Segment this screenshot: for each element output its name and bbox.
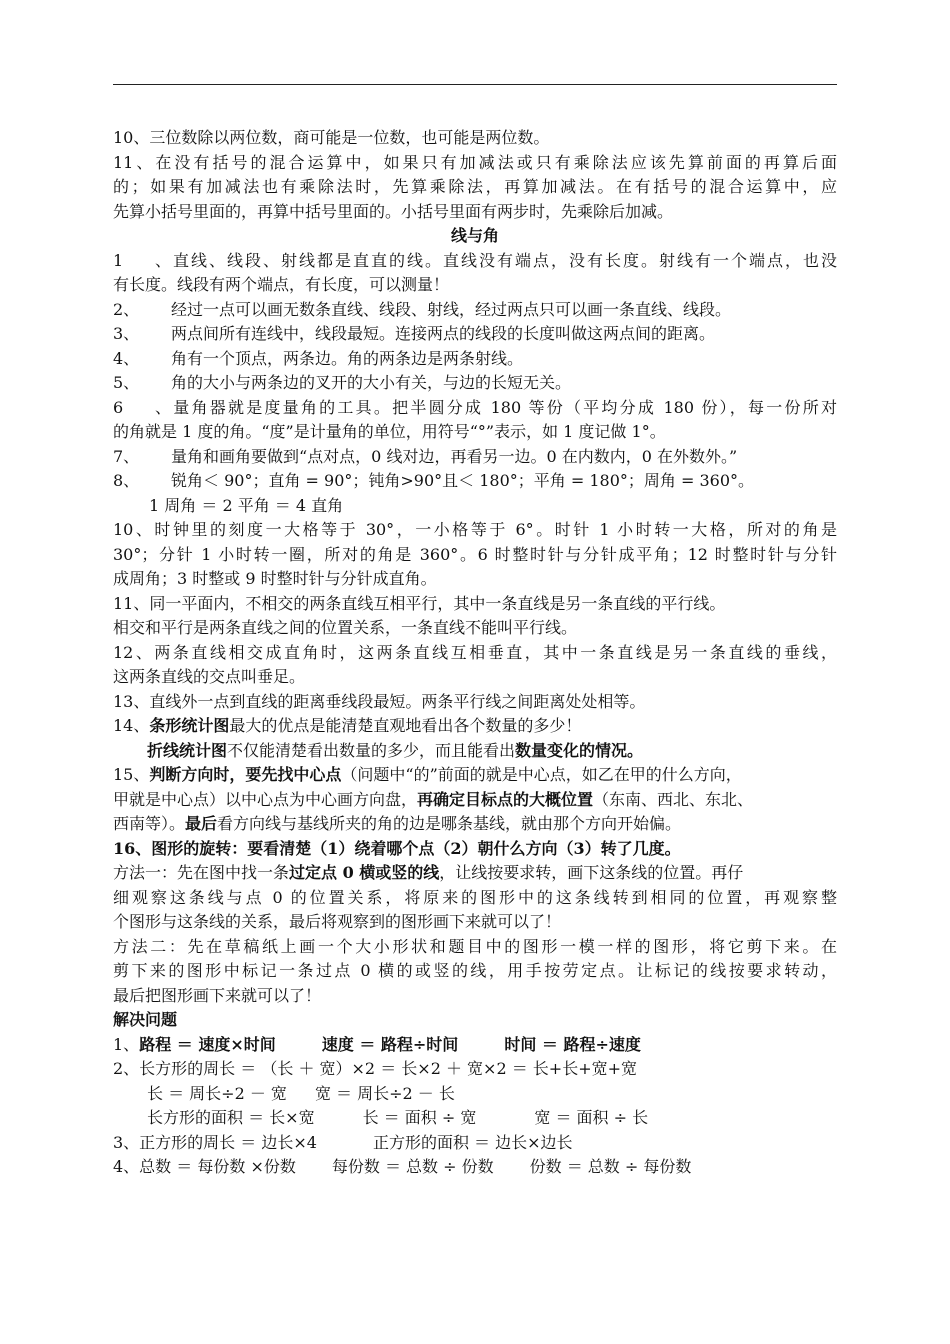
- item-6-cont: 的角就是 1 度的角。“度”是计量角的单位，用符号“°”表示，如 1 度记做 1°。: [113, 422, 666, 441]
- method-1-line2: 细观察这条线与点 0 的位置关系，将原来的图形中的这条线转到相同的位置，再观察整: [113, 887, 837, 907]
- formula-1: [113, 1033, 837, 1058]
- item-14-cont: [113, 739, 837, 764]
- item-text: 不仅能清楚看出数量的多少，而且能看出: [227, 740, 516, 760]
- item-number: 6、: [113, 397, 171, 417]
- bold-term: 再确定目标点的大概位置: [417, 789, 594, 809]
- item-number: 7、: [113, 446, 140, 466]
- item-4: [113, 347, 837, 372]
- formula-total: 4、总数 ＝ 每份数 ×份数: [113, 1157, 296, 1176]
- formula-length-area: 长 ＝ 面积 ÷ 宽: [362, 1108, 477, 1127]
- item-5: [113, 371, 837, 396]
- item-1-cont: 有长度。线段有两个端点，有长度，可以测量！: [113, 275, 450, 294]
- item-text: 经过一点可以画无数条直线、线段、射线，经过两点只可以画一条直线、线段。: [171, 299, 732, 319]
- item-text: 量角和画角要做到“点对点，0 线对边，再看另一边。0 在内数内，0 在外数外。”: [171, 446, 738, 466]
- item-number: 14、: [113, 716, 150, 735]
- formula-width: 宽 ＝ 周长÷2 － 长: [314, 1083, 455, 1103]
- item-number: 5、: [113, 373, 140, 392]
- item-10-line2: 30°；分针 1 小时转一圈，所对的角是 360°。6 时整时针与分针成平角；12 时整时针与分针: [113, 544, 837, 564]
- item-number: 15、: [113, 765, 150, 784]
- item-text: 锐角＜ 90°；直角 = 90°；钝角>90°且＜ 180°；平角 = 180°；周角 = 360°。: [171, 471, 755, 490]
- item-text: 西南等）。: [113, 814, 186, 833]
- section-title-problem-solving: 解决问题: [113, 1010, 178, 1029]
- item-10-line1: 10、时钟里的刻度一大格等于 30°，一小格等于 6°。时针 1 小时转一大格，所对的角是: [113, 520, 837, 539]
- item-number: 1、: [113, 1034, 140, 1054]
- item-number: 16、: [113, 838, 152, 858]
- item-text: 两点间所有连线中，线段最短。连接两点的线段的长度叫做这两点间的距离。: [171, 324, 716, 343]
- formula-4: [113, 1155, 837, 1180]
- item-1: [113, 249, 837, 274]
- method-2-line2: 剪下来的图形中标记一条过点 0 横的或竖的线，用手按劳定点。让标记的线按要求转动，: [113, 961, 837, 980]
- item-text: 最大的优点是能清楚直观地看出各个数量的多少！: [229, 716, 582, 735]
- item-6: [113, 396, 837, 421]
- bold-term: 最后: [185, 814, 218, 833]
- bold-term: 折线统计图: [147, 740, 228, 760]
- item-15-line3: [113, 812, 837, 837]
- header-rule: [113, 84, 837, 85]
- formula-per-share: 每份数 ＝ 总数 ÷ 份数: [331, 1157, 494, 1176]
- item-text: 甲就是中心点）以中心点为中心画方向盘，: [113, 789, 418, 809]
- formula-distance: 路程 ＝ 速度×时间: [139, 1034, 276, 1054]
- method-2-line1: 方法二：先在草稿纸上画一个大小形状和题目中的图形一模一样的图形，将它剪下来。在: [113, 936, 837, 956]
- bold-term: 条形统计图: [149, 716, 230, 735]
- item-text: 角的大小与两条边的叉开的大小有关，与边的长短无关。: [171, 373, 572, 392]
- method-1-line3: 个图形与这条线的关系，最后将观察到的图形画下来就可以了！: [113, 912, 562, 931]
- formula-2-length-width: [113, 1082, 837, 1107]
- paragraph-11-line1: 11、在没有括号的混合运算中，如果只有加减法或只有乘除法应该先算前面的再算后面: [113, 152, 837, 172]
- item-number: 3、: [113, 324, 140, 343]
- formula-shares: 份数 ＝ 总数 ÷ 每份数: [529, 1157, 692, 1176]
- item-2: [113, 298, 837, 323]
- item-text: （问题中“的”前面的就是中心点，如乙在甲的什么方向，: [341, 765, 742, 784]
- item-text: ，让线按要求转，画下这条线的位置。再仔: [439, 863, 744, 882]
- item-text: 直线、线段、射线都是直直的线。直线没有端点，没有长度。射线有一个端点，也没: [171, 250, 837, 270]
- method-2-line3: 最后把图形画下来就可以了！: [113, 985, 322, 1005]
- item-number: 8、: [113, 471, 140, 490]
- item-text: 方法一：先在图中找一条: [113, 863, 290, 882]
- item-16: [113, 837, 837, 862]
- item-text: 看方向线与基线所夹的角的边是哪条基线，就由那个方向开始偏。: [217, 814, 682, 833]
- document-body: [113, 126, 837, 1180]
- item-12-line2: 这两条直线的交点叫垂足。: [113, 667, 306, 686]
- formula-2-area: [113, 1106, 837, 1131]
- formula-square-area: 正方形的面积 ＝ 边长×边长: [372, 1132, 573, 1152]
- item-15-line1: [113, 763, 837, 788]
- item-7: [113, 445, 837, 470]
- item-10-line3: 成周角；3 时整或 9 时整时针与分针成直角。: [113, 569, 437, 588]
- item-11-line1: 11、同一平面内，不相交的两条直线互相平行，其中一条直线是另一条直线的平行线。: [113, 593, 726, 613]
- paragraph-11-line2: 的；如果有加减法也有乘除法时，先算乘除法，再算加减法。在有括号的混合运算中，应: [113, 177, 837, 196]
- item-number: 4、: [113, 348, 140, 368]
- item-text: （东南、西北、东北、: [593, 789, 754, 809]
- item-15-line2: [113, 788, 837, 813]
- item-number: 1、: [113, 250, 171, 270]
- formula-width-area: 宽 ＝ 面积 ÷ 长: [534, 1108, 649, 1127]
- bold-term: 数量变化的情况。: [515, 740, 644, 760]
- formula-area: 长方形的面积 ＝ 长×宽: [147, 1108, 315, 1127]
- formula-time: 时间 ＝ 路程÷速度: [504, 1034, 641, 1054]
- formula-length: 长 ＝ 周长÷2 － 宽: [147, 1083, 287, 1103]
- formula-3: [113, 1131, 837, 1156]
- item-text: 角有一个顶点，两条边。角的两条边是两条射线。: [171, 348, 524, 368]
- paragraph-10: 10、三位数除以两位数，商可能是一位数，也可能是两位数。: [113, 128, 550, 147]
- section-title-lines-angles: 线与角: [450, 226, 499, 245]
- item-11-line2: 相交和平行是两条直线之间的位置关系，一条直线不能叫平行线。: [113, 618, 578, 637]
- bold-term: 图形的旋转：要看清楚（1）绕着哪个点（2）朝什么方向（3）转了几度。: [151, 838, 681, 858]
- item-number: 2、: [113, 299, 140, 319]
- item-text: 量角器就是度量角的工具。把半圆分成 180 等份（平均分成 180 份），每一份所对: [171, 397, 837, 417]
- item-8: [113, 469, 837, 494]
- formula-speed: 速度 ＝ 路程÷时间: [321, 1034, 459, 1054]
- item-3: [113, 322, 837, 347]
- item-12-line1: 12、两条直线相交成直角时，这两条直线互相垂直，其中一条直线是另一条直线的垂线，: [113, 642, 837, 662]
- item-14: [113, 714, 837, 739]
- paragraph-11-line3: 先算小括号里面的，再算中括号里面的。小括号里面有两步时，先乘除后加减。: [113, 201, 674, 221]
- bold-term: 过定点 0 横或竖的线: [289, 863, 440, 882]
- method-1-line1: [113, 861, 837, 886]
- item-13: 13、直线外一点到直线的距离垂线段最短。两条平行线之间距离处处相等。: [113, 691, 646, 711]
- bold-term: 判断方向时，要先找中心点: [149, 765, 342, 784]
- item-8-cont: 1 周角 ＝ 2 平角 ＝ 4 直角: [149, 495, 344, 515]
- formula-square-perimeter: 3、正方形的周长 ＝ 边长×4: [113, 1132, 317, 1152]
- formula-2-perimeter: 2、长方形的周长 ＝ （长 ＋ 宽）×2 ＝ 长×2 ＋ 宽×2 ＝ 长+长+宽+宽: [113, 1059, 638, 1078]
